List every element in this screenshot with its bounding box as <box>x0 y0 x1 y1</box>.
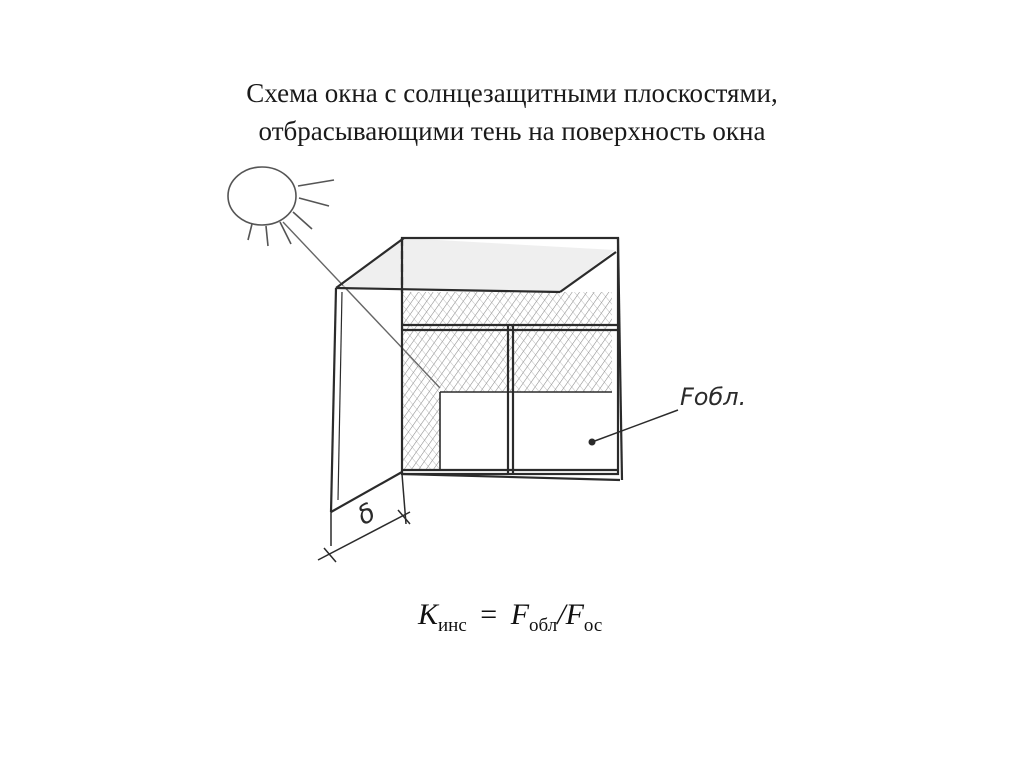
canopy-shading <box>340 238 615 292</box>
depth-label: δ <box>352 497 381 532</box>
formula-f1-sub: обл <box>529 615 558 636</box>
area-label: Fобл. <box>680 383 747 411</box>
leader-line <box>592 410 678 442</box>
title-line-1: Схема окна с солнцезащитными плоскостями, <box>246 78 778 108</box>
title-line-2: отбрасывающими тень на поверхность окна <box>258 116 766 146</box>
side-shading-plane <box>331 288 402 512</box>
formula-k-sub: инс <box>438 615 467 636</box>
formula-f2: F <box>565 598 584 631</box>
formula <box>418 598 603 636</box>
formula-f1: F <box>510 598 530 631</box>
sun-icon <box>228 167 334 246</box>
formula-k: K <box>418 598 439 631</box>
formula-f2-sub: ос <box>583 615 603 636</box>
formula-slash: / <box>557 598 566 631</box>
formula-equals: = <box>480 598 498 631</box>
